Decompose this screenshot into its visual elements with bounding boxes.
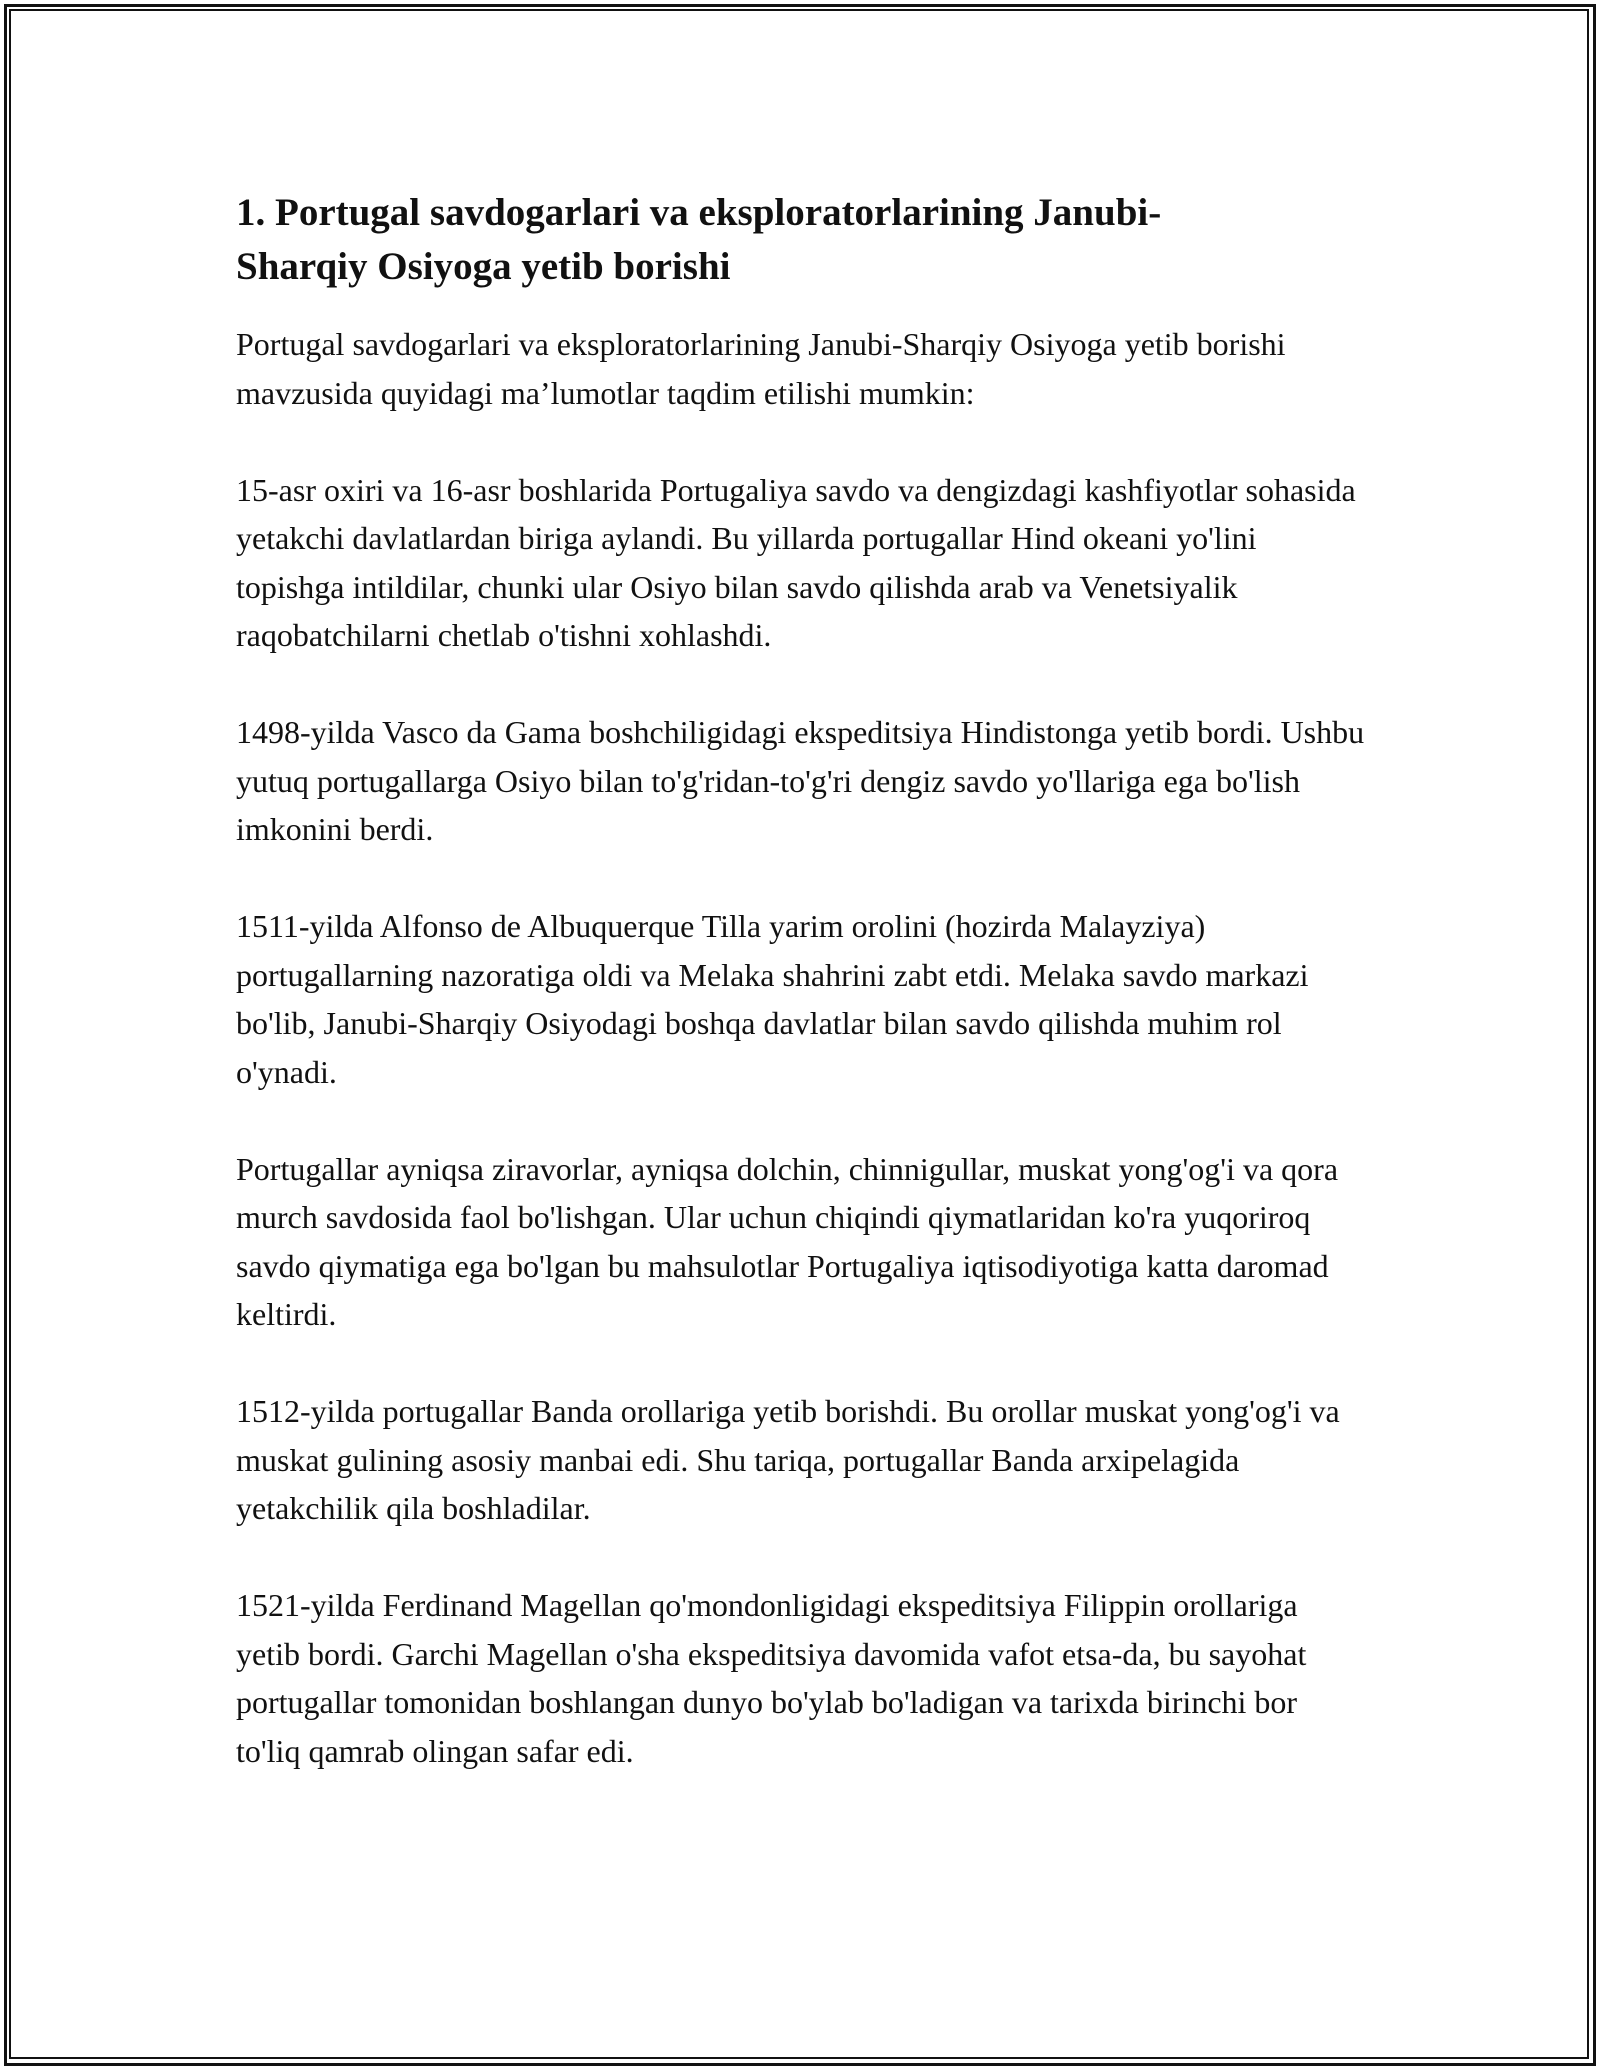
section-heading [236,186,1366,294]
paragraph-spices: Portugallar ayniqsa ziravorlar, ayniqsa dolchin, chinnigullar, muskat yong'og'i va qora murch savdosida faol bo'lishgan. Ular uchun chiqindi qiymatlaridan ko'ra yuqoriroq savdo qiymatiga ega bo'lgan bu mahsulotlar Portugaliya iqtisodiyotiga katta daromad keltirdi. [236,1150,1339,1332]
paragraph-intro: Portugal savdogarlari va eksploratorlarining Janubi-Sharqiy Osiyoga yetib borishi mavzusida quyidagi ma’lumotlar taqdim etilishi mumkin: [236,326,1286,411]
heading-line-1: 1. Portugal savdogarlari va eksploratorlarining Janubi- [236,191,1162,234]
paragraph-1511: 1511-yilda Alfonso de Albuquerque Tilla yarim orolini (hozirda Malayziya) portugallarning nazoratiga oldi va Melaka shahrini zabt etdi. Melaka savdo markazi bo'lib, Janubi-Sharqiy Osiyodagi boshqa davlatlar bilan savdo qilishda muhim rol o'ynadi. [236,908,1309,1090]
paragraph-1498: 1498-yilda Vasco da Gama boshchiligidagi ekspeditsiya Hindistonga yetib bordi. Ushbu yutuq portugallarga Osiyo bilan to'g'ridan-to'g'ri dengiz savdo yo'llariga ega bo'lish imkonini berdi. [236,714,1365,847]
heading-line-2: Sharqiy Osiyoga yetib borishi [236,245,731,288]
paragraph-15th-century: 15-asr oxiri va 16-asr boshlarida Portugaliya savdo va dengizdagi kashfiyotlar sohasida yetakchi davlatlardan biriga aylandi. Bu yillarda portugallar Hind okeani yo'lini topishga intildilar, chunki ular Osiyo bilan savdo qilishda arab va Venetsiyalik raqobatchilarni chetlab o'tishni xohlashdi. [236,471,1356,653]
paragraph-1521: 1521-yilda Ferdinand Magellan qo'mondonligidagi ekspeditsiya Filippin orollariga yetib bordi. Garchi Magellan o'sha ekspeditsiya davomida vafot etsa-da, bu sayohat portugallar tomonidan boshlangan dunyo bo'ylab bo'ladigan va tarixda birinchi bor to'liq qamrab olingan safar edi. [236,1587,1307,1769]
paragraph-1512: 1512-yilda portugallar Banda orollariga yetib borishdi. Bu orollar muskat yong'og'i va muskat gulining asosiy manbai edi. Shu tariqa, portugallar Banda arxipelagida yetakchilik qila boshladilar. [236,1393,1340,1526]
document-body [236,186,1366,1775]
